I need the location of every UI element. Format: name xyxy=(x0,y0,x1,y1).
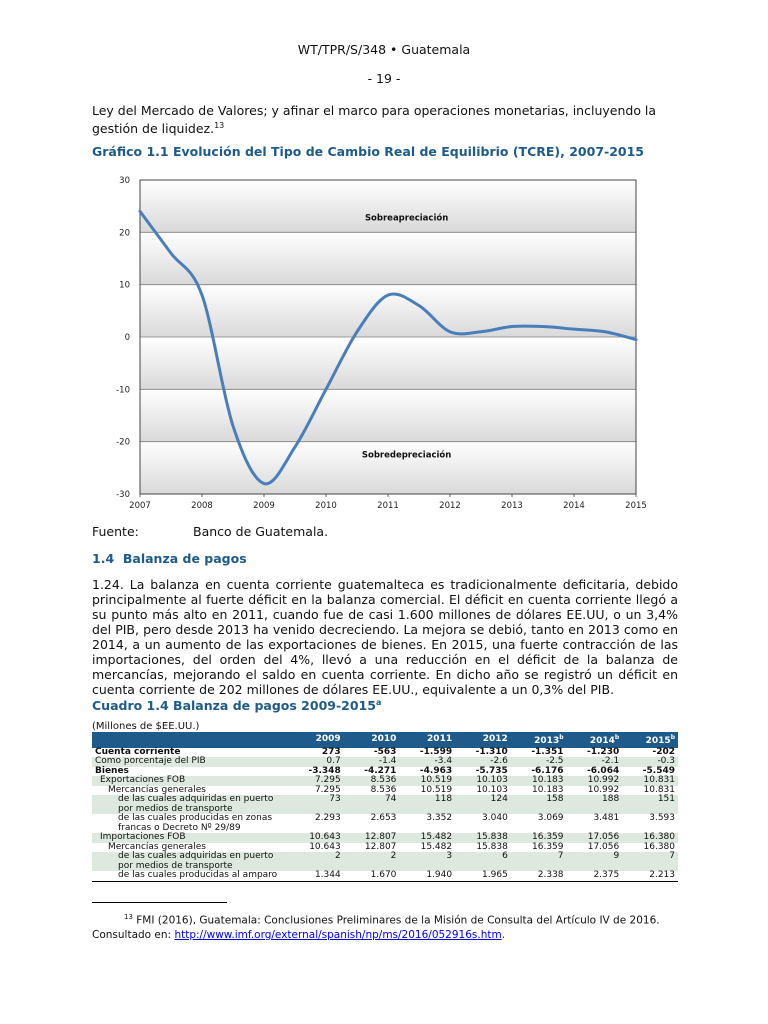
row-value: 10.643 xyxy=(309,841,341,852)
x-tick-label: 2010 xyxy=(315,501,337,511)
row-label: Mercancías generales xyxy=(108,784,206,795)
row-value: -3.4 xyxy=(399,757,455,767)
row-value: -563 xyxy=(373,746,397,757)
row-label: de las cuales adquiridas en puerto por medios de transporte xyxy=(92,852,288,871)
row-value: -4.271 xyxy=(364,765,397,776)
row-label: Mercancías generales xyxy=(108,841,206,852)
row-value: 3.593 xyxy=(649,813,675,823)
table-title xyxy=(92,698,381,713)
source-text: Banco de Guatemala. xyxy=(193,524,329,539)
consulted-label: Consultado en: xyxy=(92,928,172,941)
x-axis-ticks xyxy=(129,494,647,511)
x-tick-label: 2008 xyxy=(191,501,213,511)
row-value: 10.183 xyxy=(511,776,567,786)
y-tick-label: -20 xyxy=(116,437,130,448)
row-value: -2.5 xyxy=(511,757,567,767)
row-value: -1.310 xyxy=(475,746,508,757)
column-header: 2012 xyxy=(455,732,511,748)
page-number: - 19 - xyxy=(367,71,401,86)
row-value: 10.519 xyxy=(420,784,453,795)
row-label: de las cuales adquiridas en puerto por medios de transporte xyxy=(92,795,288,814)
row-value: 3.040 xyxy=(482,813,508,823)
body-paragraph: 1.24. La balanza en cuenta corriente guatemalteca es tradicionalmente deficitaria, debido principalmente al fuerte déficit en la balanza comercial. El déficit en cuenta corriente llegó a su punto más alto en 2011, cuando fue de casi 1.600 millones de dólares EE.UU, o un 3,4% del PIB, pero desde 2013 ha venido decreciendo. La mejora se debió, tanto en 2013 como en 2014, a un aumento de las exportaciones de bienes. En 2015, una fuerte contracción de las importaciones, del orden del 4%, llevó a una reducción en el déficit de la balanza de mercancías, mejorando el saldo en cuenta corriente. En dicho año se registró un déficit en cuenta corriente de 202 millones de dólares EE.UU., equivalente a un 0,3% del PIB. xyxy=(92,577,678,697)
row-value: 12.807 xyxy=(344,833,400,843)
plot-band xyxy=(140,180,636,232)
table-row xyxy=(92,814,678,833)
row-value: -1.351 xyxy=(531,746,564,757)
row-value: -6.176 xyxy=(531,765,564,776)
table-row xyxy=(92,795,678,814)
row-value: -2.1 xyxy=(567,757,623,767)
tcre-line-chart xyxy=(108,172,648,512)
row-value: -3.348 xyxy=(308,765,341,776)
row-value: 8.536 xyxy=(344,776,400,786)
row-value: 158 xyxy=(511,795,567,814)
row-value: -5.549 xyxy=(642,765,675,776)
footnote-divider xyxy=(92,902,227,903)
footnote-number: 13 xyxy=(124,913,133,921)
row-label: Cuenta corriente xyxy=(95,746,181,757)
intro-text: Ley del Mercado de Valores; y afinar el marco para operaciones monetarias, incluyendo la gestión de liquidez. xyxy=(92,103,657,137)
row-value: 74 xyxy=(344,795,400,814)
row-value: -2.6 xyxy=(455,757,511,767)
section-title: Balanza de pagos xyxy=(122,551,247,566)
row-value: 10.183 xyxy=(532,784,564,795)
document-id: WT/TPR/S/348 • Guatemala xyxy=(297,42,471,57)
footnote-consulted: Consultado en: http://www.imf.org/external/spanish/np/ms/2016/052916s.htm. xyxy=(92,928,506,941)
table-body xyxy=(92,748,678,882)
chart-title: Gráfico 1.1 Evolución del Tipo de Cambio Real de Equilibrio (TCRE), 2007-2015 xyxy=(92,144,644,159)
column-header: 2009 xyxy=(288,732,344,748)
x-tick-label: 2014 xyxy=(563,501,585,511)
header-blank-cell xyxy=(92,732,288,748)
y-axis-ticks xyxy=(116,176,130,500)
row-value: -1.599 xyxy=(419,746,453,757)
row-value: 6 xyxy=(455,852,511,871)
row-value: 0.7 xyxy=(288,757,344,767)
row-value: -6.064 xyxy=(587,765,620,776)
row-value: -4.963 xyxy=(419,765,453,776)
y-tick-label: 20 xyxy=(119,228,130,239)
column-header: 2014$^b$ xyxy=(567,732,623,748)
row-value: 15.482 xyxy=(420,841,453,852)
y-tick-label: -30 xyxy=(116,490,130,500)
row-value: 15.838 xyxy=(476,841,508,852)
row-value: 9 xyxy=(567,852,623,871)
row-value: 3.069 xyxy=(537,813,564,823)
annotation-sobredepreciacion: Sobredepreciación xyxy=(361,450,452,461)
row-value: 73 xyxy=(288,795,344,814)
row-value: -0.3 xyxy=(622,757,678,767)
table-title-sup: a xyxy=(375,698,382,707)
plot-band xyxy=(140,389,636,441)
footnote xyxy=(92,910,692,942)
footnote-line xyxy=(92,910,692,928)
row-value: 3 xyxy=(399,852,455,871)
footnote-ref: 13 xyxy=(214,121,225,130)
row-value: 12.807 xyxy=(364,841,397,852)
row-value: 17.056 xyxy=(587,841,620,852)
row-label: Importaciones FOB xyxy=(92,833,288,843)
row-value: 1.344 xyxy=(314,870,341,880)
row-value: 1.670 xyxy=(370,870,397,880)
balance-of-payments-table xyxy=(92,732,678,882)
row-value: 151 xyxy=(622,795,678,814)
source-label: Fuente: xyxy=(92,524,139,539)
row-value: -1.4 xyxy=(344,757,400,767)
row-value: 1.965 xyxy=(482,870,508,880)
column-header: 2015$^b$ xyxy=(622,732,678,748)
row-value: 118 xyxy=(399,795,455,814)
footnote-link[interactable]: http://www.imf.org/external/spanish/np/ms/2016/052916s.htm xyxy=(174,928,502,941)
row-value: 16.380 xyxy=(643,841,675,852)
row-value: -202 xyxy=(652,746,675,757)
row-value: 1.940 xyxy=(426,870,453,880)
y-tick-label: 30 xyxy=(119,176,130,186)
row-value: 7 xyxy=(511,852,567,871)
row-value: 16.359 xyxy=(511,833,567,843)
row-label: de las cuales producidas en zonas francas o Decreto Nº 29/89 xyxy=(118,813,273,833)
row-value: 10.643 xyxy=(288,833,344,843)
y-tick-label: 0 xyxy=(124,333,130,343)
row-value: 10.831 xyxy=(643,784,675,795)
row-value: -1.230 xyxy=(587,746,620,757)
row-value: 3.352 xyxy=(426,813,453,823)
row-value: 2.293 xyxy=(314,813,341,823)
row-value: 2.338 xyxy=(537,870,564,880)
row-value: 7.295 xyxy=(288,776,344,786)
x-tick-label: 2009 xyxy=(253,501,275,511)
x-tick-label: 2007 xyxy=(129,501,151,511)
row-value: 16.380 xyxy=(622,833,678,843)
x-tick-label: 2015 xyxy=(625,501,647,511)
section-number: 1.4 xyxy=(92,551,115,566)
x-tick-label: 2011 xyxy=(377,501,399,511)
y-tick-label: 10 xyxy=(119,280,130,291)
y-tick-label: -10 xyxy=(116,385,130,396)
row-value: 8.536 xyxy=(370,784,397,795)
row-value: 10.992 xyxy=(567,776,623,786)
row-label: Como porcentaje del PIB xyxy=(92,757,288,767)
footnote-text: FMI (2016), Guatemala: Conclusiones Preliminares de la Misión de Consulta del Artículo IV de 2016. xyxy=(136,914,660,927)
row-label: de las cuales producidas al amparo xyxy=(118,870,278,880)
row-label: Exportaciones FOB xyxy=(92,776,288,786)
row-value: 2.375 xyxy=(593,870,620,880)
row-value: 7.295 xyxy=(314,784,341,795)
row-value: 2.653 xyxy=(370,813,397,823)
row-value: 10.103 xyxy=(455,776,511,786)
column-header: 2013$^b$ xyxy=(511,732,567,748)
row-value: 3.481 xyxy=(593,813,620,823)
row-value: 15.838 xyxy=(455,833,511,843)
table-header-row xyxy=(92,732,678,748)
table-units: (Millones de $EE.UU.) xyxy=(92,721,200,732)
x-tick-label: 2013 xyxy=(501,501,523,511)
x-tick-label: 2012 xyxy=(439,501,461,511)
row-value: 10.831 xyxy=(622,776,678,786)
row-value: 7 xyxy=(622,852,678,871)
section-heading xyxy=(92,551,247,566)
row-value: 124 xyxy=(455,795,511,814)
row-value: 17.056 xyxy=(567,833,623,843)
row-value: 10.992 xyxy=(587,784,620,795)
table-title-text: Cuadro 1.4 Balanza de pagos 2009-2015 xyxy=(92,698,376,714)
table-row xyxy=(92,871,678,881)
row-value: 2 xyxy=(344,852,400,871)
intro-paragraph xyxy=(92,103,678,136)
row-value: 10.103 xyxy=(476,784,508,795)
row-value: 2.213 xyxy=(649,870,675,880)
plot-band xyxy=(140,232,636,284)
table-row xyxy=(92,852,678,871)
row-value: 273 xyxy=(321,746,341,757)
column-header: 2011 xyxy=(399,732,455,748)
row-value: -5.735 xyxy=(475,765,508,776)
annotation-sobreapreciacion: Sobreapreciación xyxy=(364,213,449,224)
row-value: 10.519 xyxy=(399,776,455,786)
row-label: Bienes xyxy=(95,765,129,776)
column-header: 2010 xyxy=(344,732,400,748)
row-value: 15.482 xyxy=(399,833,455,843)
row-value: 188 xyxy=(567,795,623,814)
row-value: 16.359 xyxy=(532,841,564,852)
row-value: 2 xyxy=(288,852,344,871)
